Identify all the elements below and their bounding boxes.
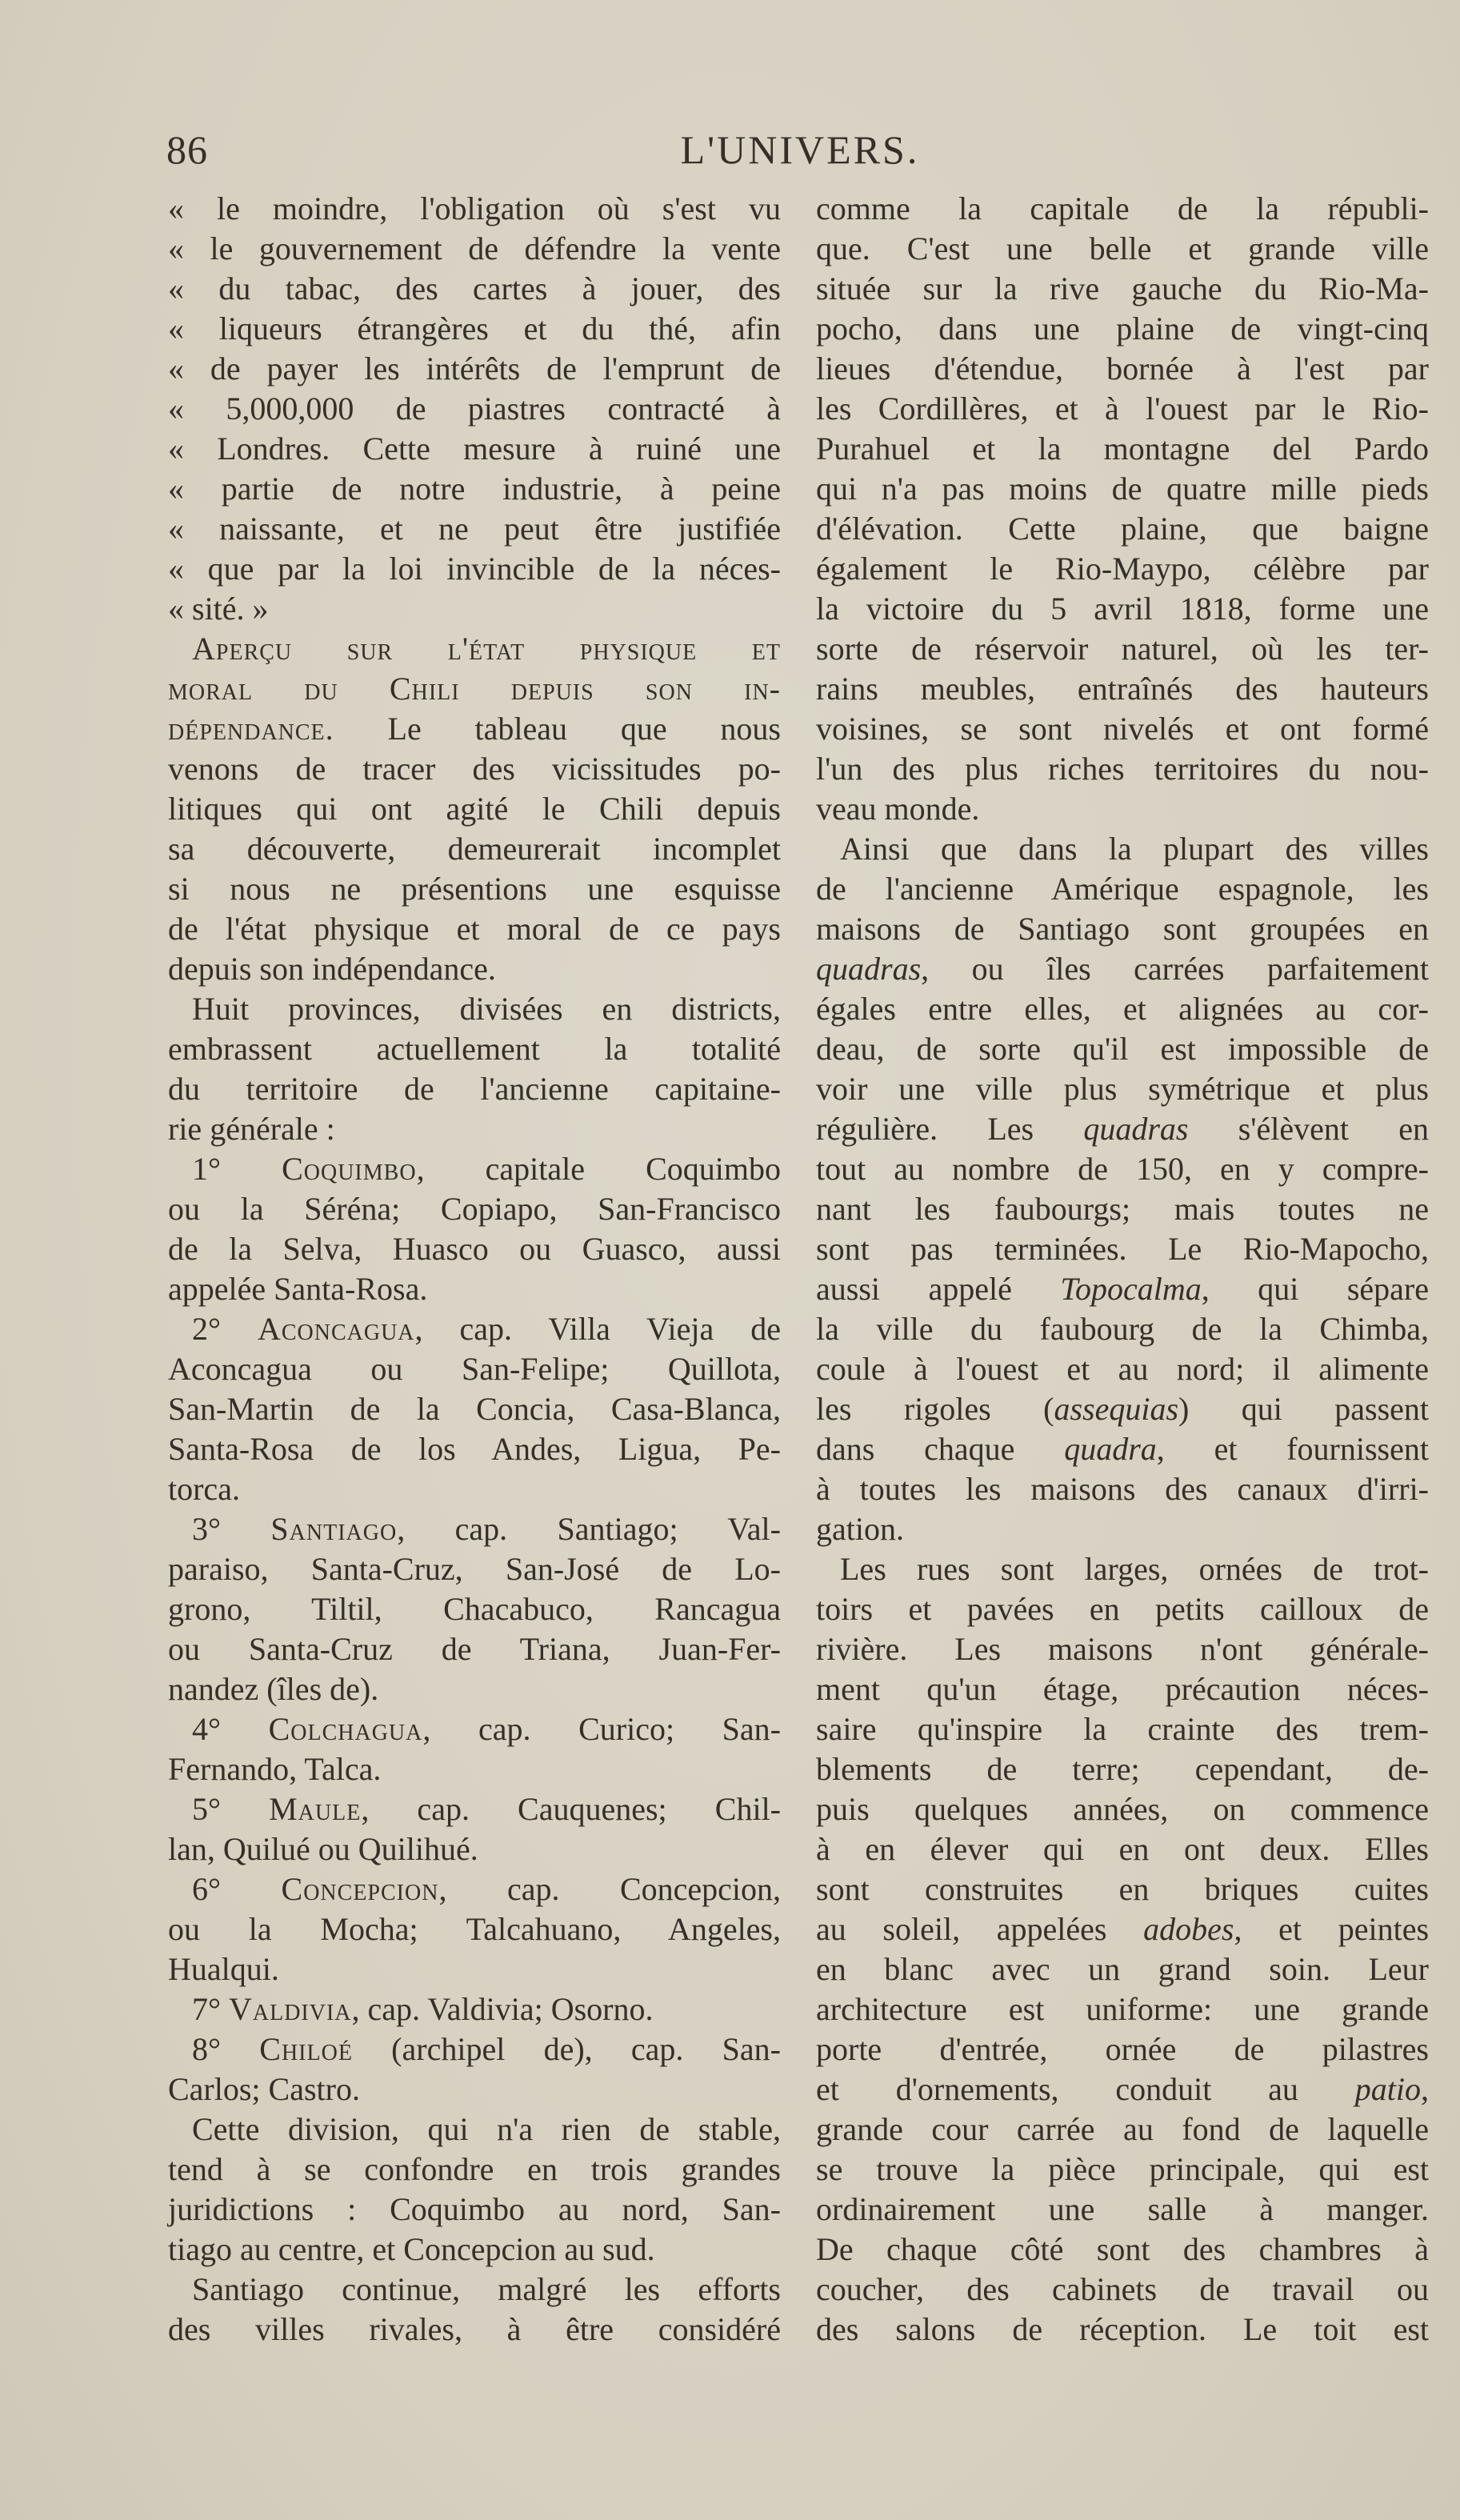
- text-line: en blanc avec un grand soin. Leur: [816, 1951, 1429, 1987]
- text-line: d'élévation. Cette plaine, que baigne: [816, 511, 1429, 547]
- text-line: du territoire de l'ancienne capitaine-: [168, 1071, 781, 1107]
- text-line: gation.: [816, 1511, 904, 1547]
- text-line: la ville du faubourg de la Chimba,: [816, 1311, 1429, 1347]
- text-segment: , cap. Cauquenes; Chil-: [361, 1791, 781, 1827]
- italic-text: patio: [1354, 2071, 1421, 2107]
- text-line: ou la Mocha; Talcahuano, Angeles,: [168, 1911, 781, 1947]
- text-line: rains meubles, entraînés des hauteurs: [816, 671, 1429, 707]
- running-title: L'UNIVERS.: [680, 127, 920, 172]
- right-column: [816, 189, 1429, 2350]
- text-line: que. C'est une belle et grande ville: [816, 230, 1429, 266]
- italic-text: quadras: [816, 951, 922, 987]
- text-line: « 5,000,000 de piastres contracté à: [168, 391, 781, 427]
- text-segment: 8°: [192, 2031, 260, 2067]
- text-line: [168, 709, 781, 749]
- italic-text: adobes: [1143, 1911, 1234, 1947]
- text-segment: 6°: [192, 1871, 282, 1907]
- text-line: ordinairement une salle à manger.: [816, 2191, 1429, 2227]
- text-line: « naissante, et ne peut être justifiée: [168, 511, 781, 547]
- text-line: des salons de réception. Le toit est: [816, 2311, 1429, 2347]
- text-line: porte d'entrée, ornée de pilastres: [816, 2031, 1429, 2067]
- text-segment: les rigoles (: [816, 1391, 1054, 1427]
- text-line: deau, de sorte qu'il est impossible de: [816, 1031, 1429, 1067]
- small-caps-text: Concepcion: [281, 1871, 439, 1907]
- small-caps-text: Aconcagua: [257, 1311, 415, 1347]
- text-line: tout au nombre de 150, en y compre-: [816, 1151, 1429, 1187]
- text-line: architecture est uniforme: une grande: [816, 1991, 1429, 2027]
- text-line: blements de terre; cependant, de-: [816, 1751, 1429, 1787]
- text-line: tiago au centre, et Concepcion au sud.: [168, 2231, 655, 2267]
- text-line: « partie de notre industrie, à peine: [168, 471, 781, 507]
- text-segment: , qui sépare: [1201, 1271, 1429, 1307]
- text-segment: , cap. Villa Vieja de: [414, 1311, 781, 1347]
- text-segment: 2°: [192, 1311, 258, 1347]
- text-line: nant les faubourgs; mais toutes ne: [816, 1191, 1429, 1227]
- text-line: puis quelques années, on commence: [816, 1791, 1429, 1827]
- text-line: Santa-Rosa de los Andes, Ligua, Pe-: [168, 1431, 781, 1467]
- text-segment: , et peintes: [1234, 1911, 1430, 1947]
- text-segment: 4°: [192, 1711, 269, 1747]
- text-line: ment qu'un étage, précaution néces-: [816, 1671, 1429, 1707]
- text-line: [168, 1309, 781, 1349]
- text-segment: , cap. Concepcion,: [438, 1871, 782, 1907]
- text-line: de l'état physique et moral de ce pays: [168, 911, 781, 947]
- text-line: « que par la loi invincible de la néces-: [168, 551, 781, 587]
- text-line: Carlos; Castro.: [168, 2071, 360, 2107]
- text-line: se trouve la pièce principale, qui est: [816, 2151, 1429, 2187]
- small-caps-text: dépendance.: [168, 711, 334, 747]
- text-segment: ,: [1421, 2071, 1429, 2107]
- italic-text: Topocalma: [1060, 1271, 1202, 1307]
- text-line: [816, 1429, 1429, 1469]
- text-segment: , cap. Santiago; Val-: [397, 1511, 781, 1547]
- text-line: sorte de réservoir naturel, où les ter-: [816, 631, 1429, 667]
- text-line: si nous ne présentions une esquisse: [168, 871, 781, 907]
- text-line: située sur la rive gauche du Rio-Ma-: [816, 270, 1429, 306]
- text-line: également le Rio-Maypo, célèbre par: [816, 551, 1429, 587]
- text-line: de la Selva, Huasco ou Guasco, aussi: [168, 1231, 781, 1267]
- small-caps-text: Colchagua: [268, 1711, 423, 1747]
- text-line: « sité. »: [168, 591, 269, 627]
- text-segment: Le tableau que nous: [334, 711, 781, 747]
- text-segment: , cap. Valdivia; Osorno.: [351, 1991, 654, 2027]
- text-line: Fernando, Talca.: [168, 1751, 382, 1787]
- text-line: venons de tracer des vicissitudes po-: [168, 751, 781, 787]
- italic-text: quadra: [1064, 1431, 1157, 1467]
- small-caps-text: Coquimbo: [282, 1151, 417, 1187]
- text-line: juridictions : Coquimbo au nord, San-: [168, 2191, 781, 2227]
- text-segment: 1°: [192, 1151, 282, 1187]
- text-line: rie générale :: [168, 1111, 335, 1147]
- text-line: paraiso, Santa-Cruz, San-José de Lo-: [168, 1551, 781, 1587]
- text-line: [168, 1149, 781, 1189]
- text-line: « de payer les intérêts de l'emprunt de: [168, 351, 781, 387]
- text-line: [168, 1989, 781, 2029]
- small-caps-text: Chiloé: [259, 2031, 353, 2067]
- text-line: nandez (îles de).: [168, 1671, 379, 1707]
- text-line: qui n'a pas moins de quatre mille pieds: [816, 471, 1429, 507]
- text-line: Purahuel et la montagne del Pardo: [816, 431, 1429, 467]
- text-segment: et d'ornements, conduit au: [816, 2071, 1355, 2107]
- text-line: veau monde.: [816, 791, 980, 827]
- text-line: litiques qui ont agité le Chili depuis: [168, 791, 781, 827]
- text-segment: , cap. Curico; San-: [422, 1711, 781, 1747]
- text-line: la victoire du 5 avril 1818, forme une: [816, 591, 1429, 627]
- text-line: de l'ancienne Amérique espagnole, les: [816, 871, 1429, 907]
- text-line: sont construites en briques cuites: [816, 1871, 1429, 1907]
- small-caps-text: Maule: [269, 1791, 362, 1827]
- text-line: torca.: [168, 1471, 240, 1507]
- text-line: lan, Quilué ou Quilihué.: [168, 1831, 478, 1867]
- text-line: sa découverte, demeurerait incomplet: [168, 831, 781, 867]
- text-line: coucher, des cabinets de travail ou: [816, 2271, 1429, 2307]
- small-caps-text: Santiago: [270, 1511, 398, 1547]
- text-segment: ) qui passent: [1178, 1391, 1430, 1427]
- text-line: rivière. Les maisons n'ont générale-: [816, 1631, 1429, 1667]
- text-line: Santiago continue, malgré les efforts: [192, 2271, 781, 2307]
- text-segment: 7°: [192, 1991, 229, 2027]
- text-line: Aconcagua ou San-Felipe; Quillota,: [168, 1351, 781, 1387]
- text-segment: dans chaque: [816, 1431, 1065, 1467]
- text-line: à en élever qui en ont deux. Elles: [816, 1831, 1429, 1867]
- small-caps-text: moral du Chili depuis son in-: [168, 671, 781, 707]
- text-line: sont pas terminées. Le Rio-Mapocho,: [816, 1231, 1429, 1267]
- text-line: [816, 949, 1429, 989]
- text-line: maisons de Santiago sont groupées en: [816, 911, 1429, 947]
- text-line: [816, 1109, 1429, 1149]
- text-line: toirs et pavées en petits cailloux de: [816, 1591, 1429, 1627]
- text-segment: 3°: [192, 1511, 271, 1547]
- text-line: San-Martin de la Concia, Casa-Blanca,: [168, 1391, 781, 1427]
- text-line: coule à l'ouest et au nord; il alimente: [816, 1351, 1429, 1387]
- text-line: grande cour carrée au fond de laquelle: [816, 2111, 1429, 2147]
- text-line: à toutes les maisons des canaux d'irri-: [816, 1471, 1429, 1507]
- text-line: ou Santa-Cruz de Triana, Juan-Fer-: [168, 1631, 781, 1667]
- text-line: [168, 629, 781, 669]
- text-line: saire qu'inspire la crainte des trem-: [816, 1711, 1429, 1747]
- text-segment: , capitale Coquimbo: [416, 1151, 782, 1187]
- text-segment: , et fournissent: [1156, 1431, 1429, 1467]
- italic-text: assequias: [1054, 1391, 1179, 1427]
- text-line: [816, 1909, 1429, 1949]
- text-segment: 5°: [192, 1791, 270, 1827]
- text-line: [168, 1709, 781, 1749]
- text-segment: s'élèvent en: [1188, 1111, 1429, 1147]
- text-line: appelée Santa-Rosa.: [168, 1271, 428, 1307]
- text-line: « Londres. Cette mesure à ruiné une: [168, 431, 781, 467]
- text-line: Les rues sont larges, ornées de trot-: [840, 1551, 1429, 1587]
- text-line: Huit provinces, divisées en districts,: [192, 991, 781, 1027]
- text-line: égales entre elles, et alignées au cor-: [816, 991, 1429, 1027]
- text-segment: (archipel de), cap. San-: [352, 2031, 782, 2067]
- italic-text: quadras: [1083, 1111, 1189, 1147]
- text-segment: aussi appelé: [816, 1271, 1061, 1307]
- text-line: lieues d'étendue, bornée à l'est par: [816, 351, 1429, 387]
- left-column: [168, 189, 781, 2350]
- text-line: grono, Tiltil, Chacabuco, Rancagua: [168, 1591, 781, 1627]
- text-segment: , ou îles carrées parfaitement: [921, 951, 1429, 987]
- text-line: les Cordillères, et à l'ouest par le Rio-: [816, 391, 1429, 427]
- text-line: voisines, se sont nivelés et ont formé: [816, 711, 1429, 747]
- text-line: [168, 669, 781, 709]
- text-line: « le moindre, l'obligation où s'est vu: [168, 190, 781, 226]
- text-line: Hualqui.: [168, 1951, 279, 1987]
- text-line: [168, 1789, 781, 1829]
- text-line: ou la Séréna; Copiapo, San-Francisco: [168, 1191, 781, 1227]
- text-line: des villes rivales, à être considéré: [168, 2311, 781, 2347]
- text-line: comme la capitale de la républi-: [816, 190, 1429, 226]
- text-segment: au soleil, appelées: [816, 1911, 1144, 1947]
- text-line: pocho, dans une plaine de vingt-cinq: [816, 310, 1429, 347]
- text-line: Ainsi que dans la plupart des villes: [840, 831, 1429, 867]
- text-line: Cette division, qui n'a rien de stable,: [192, 2111, 781, 2147]
- text-line: [168, 1509, 781, 1549]
- text-line: « du tabac, des cartes à jouer, des: [168, 270, 781, 306]
- text-segment: régulière. Les: [816, 1111, 1084, 1147]
- text-line: depuis son indépendance.: [168, 951, 496, 987]
- text-line: De chaque côté sont des chambres à: [816, 2231, 1429, 2267]
- text-line: voir une ville plus symétrique et plus: [816, 1071, 1429, 1107]
- text-line: [816, 1269, 1429, 1309]
- small-caps-text: Aperçu sur l'état physique et: [192, 631, 781, 667]
- text-line: « liqueurs étrangères et du thé, afin: [168, 310, 781, 347]
- text-line: tend à se confondre en trois grandes: [168, 2151, 781, 2187]
- small-caps-text: Valdivia: [229, 1991, 352, 2027]
- text-line: « le gouvernement de défendre la vente: [168, 230, 781, 266]
- text-line: l'un des plus riches territoires du nou-: [816, 751, 1429, 787]
- page-number: 86: [166, 127, 208, 172]
- text-line: [168, 1869, 781, 1909]
- text-line: [816, 1389, 1429, 1429]
- text-line: [168, 2029, 781, 2069]
- text-line: [816, 2069, 1429, 2109]
- text-line: embrassent actuellement la totalité: [168, 1031, 781, 1067]
